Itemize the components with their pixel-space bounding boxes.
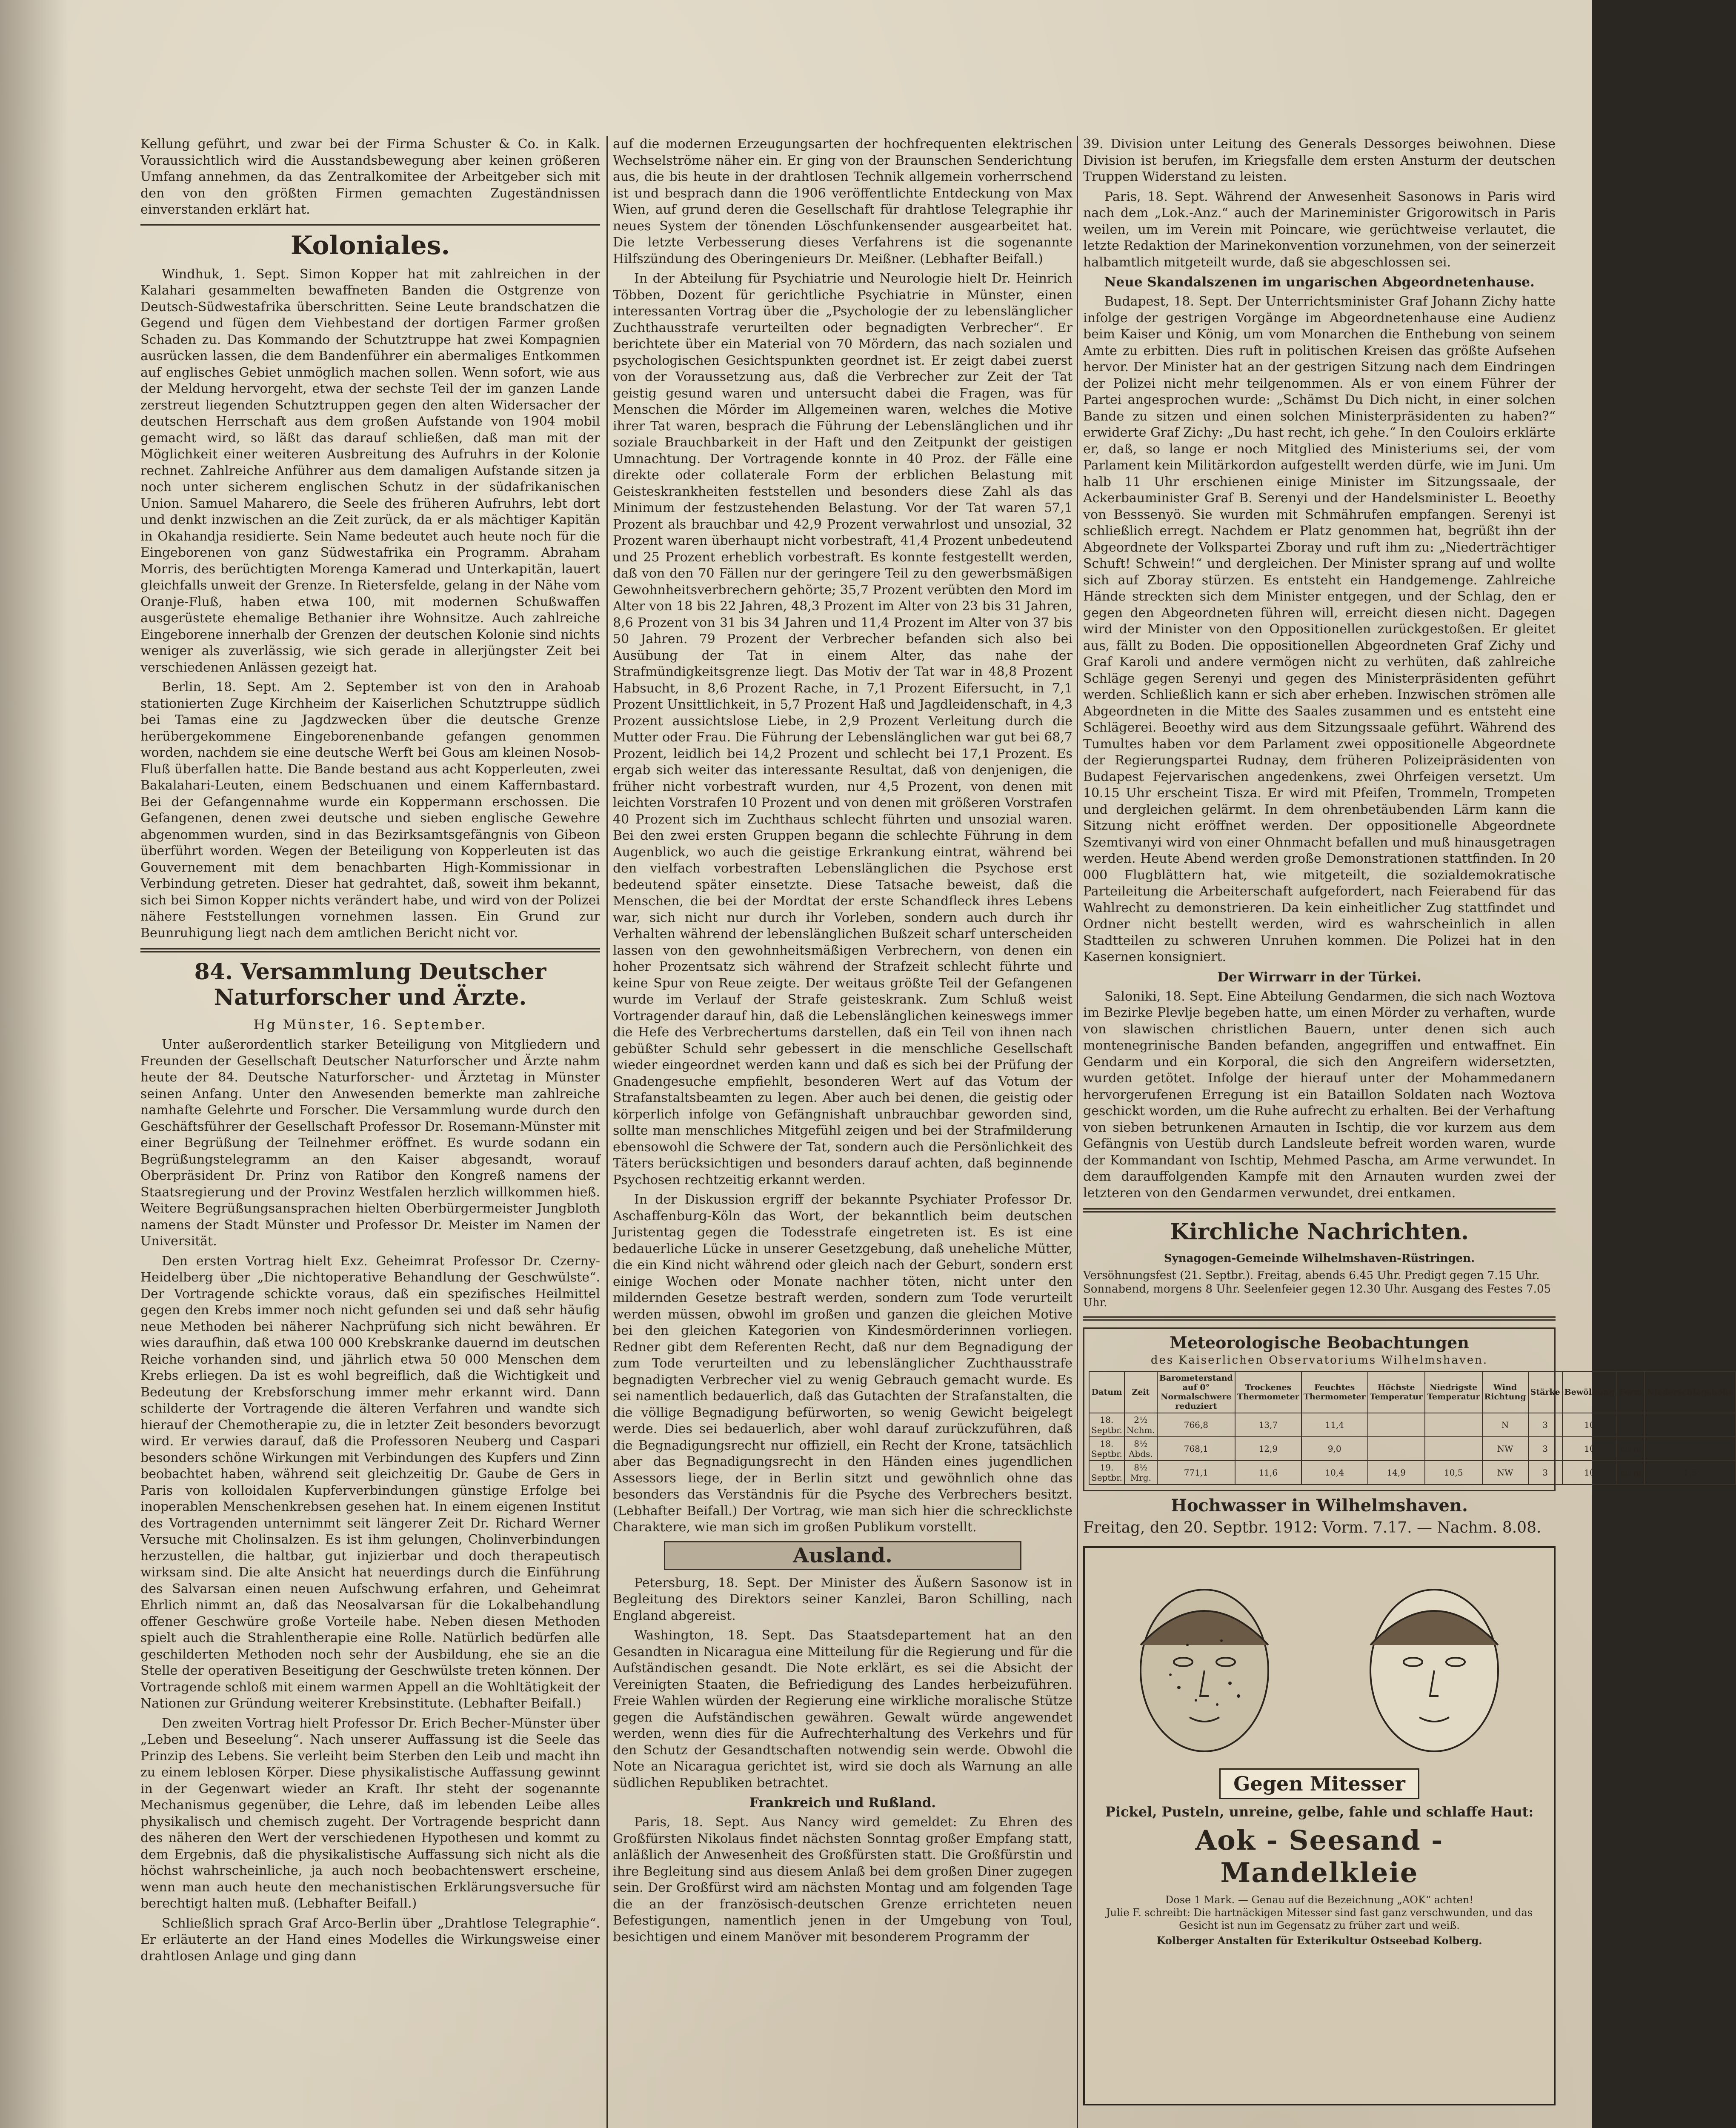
two-faces-illustration [1094, 1560, 1545, 1760]
ad-subline: Pickel, Pusteln, unreine, gelbe, fahle und schlaffe Haut: [1105, 1804, 1534, 1820]
weather-column-header: Feuchtes Thermometer [1301, 1371, 1368, 1413]
divider [140, 948, 600, 952]
weather-cell: 9,0 [1301, 1437, 1368, 1461]
weather-cell: N [1482, 1413, 1528, 1437]
weather-cell [1425, 1413, 1482, 1437]
ad-fineprint: Dose 1 Mark. — Genau auf die Bezeichnung „AOK“ achten! [1165, 1894, 1473, 1906]
notice-text: Versöhnungsfest (21. Septbr.). Freitag, abends 6.45 Uhr. Predigt gegen 7.15 Uhr. Sonnabend, morgens 8 Uhr. Seelenfeier gegen 12.30 Uhr. Ausgang des Festes 7.05 Uhr. [1083, 1269, 1551, 1309]
weather-cell [1425, 1437, 1482, 1461]
weather-column-header: Bewölkung [1562, 1371, 1617, 1413]
column-2 [613, 136, 1072, 1949]
weather-cell: NW [1482, 1437, 1528, 1461]
weather-cell: 10,5 [1425, 1461, 1482, 1484]
weather-column-header: Stärke [1528, 1371, 1562, 1413]
weather-table-header [1089, 1371, 1736, 1413]
weather-cell: 18. Septbr. [1089, 1437, 1124, 1461]
weather-cell: 1,5 [1644, 1461, 1736, 1484]
tide-text: Freitag, den 20. Septbr. 1912: Vorm. 7.17. — Nachm. 8.08. [1083, 1519, 1542, 1536]
advertisement [1083, 1546, 1556, 2105]
ad-brand: Aok - Seesand - Mandelkleie [1195, 1825, 1444, 1889]
weather-cell: 12,9 [1235, 1437, 1301, 1461]
weather-column-header: Zeit [1124, 1371, 1157, 1413]
weather-cell: 771,1 [1157, 1461, 1235, 1484]
weather-cell [1644, 1413, 1736, 1437]
article-paragraph: Budapest, 18. Sept. Der Unterrichtsminister Graf Johann Zichy hatte infolge der gestrigen Vorgänge im Abgeordnetenhause eine Audienz beim Kaiser und König, um vom Monarchen die Enthebung von seinem Amte zu erbitten. Dies ruft in politischen Kreisen das größte Aufsehen hervor. Der Minister hat an der gestrigen Sitzung nach dem Eindringen der Polizei nicht mehr teilgenommen. Als er von einem Führer der Partei angesprochen wurde: „Schämst Du Dich nicht, in einer solchen Bande zu sitzen und einen solchen Ministerpräsidenten zu haben?“ erwiderte Graf Zichy: „Du hast recht, ich gehe.“ In den Couloirs erklärte er, daß, so lange er noch Mitglied des Ministeriums sei, der vom Parlament kein Militärkordon aufgestellt werden dürfe, wie im Juni. Um halb 11 Uhr erschienen einige Minister im Sitzungssaale, der Ackerbauminister Graf B. Serenyi und der Handelsminister L. Beoethy von Besssenyö. Sie wurden mit Schmährufen empfangen. Serenyi ist schließlich erregt. Nachdem er Platz genommen hat, begrüßt ihn der Abgeordnete der Volkspartei Zboray und ruft ihm zu: „Niederträchtiger Schuft! Schwein!“ und dergleichen. Der Minister sprang auf und wollte sich auf Zboray stürzen. Es entsteht ein Handgemenge. Zahlreiche Hände streckten sich dem Minister entgegen, und der Schlag, den er gegen den Abgeordneten führen will, erreicht diesen nicht. Dagegen wird der Minister von den Oppositionellen zurückgestoßen. Er gleitet aus, fällt zu Boden. Die oppositionellen Abgeordneten Graf Zichy und Graf Karoli und andere vermögen nicht zu verhüten, daß zahlreiche Schläge gegen Serenyi und gegen des Ministerpräsidenten geführt werden. Schließlich kann er sich aber erheben. Inzwischen strömen alle Abgeordneten in die Mitte des Saales zusammen und es entsteht eine Schlägerei. Beoethy wird aus dem Sitzungssaale geführt. Während des Tumultes haben vor dem Parlament zwei oppositionelle Abgeordnete der Regierungspartei Rudnay, dem früheren Polizeipräsidenten von Budapest Fejervarischen angedenkens, zwei Ohrfeigen versetzt. Um 10.15 Uhr erscheint Tisza. Er wird mit Pfeifen, Trommeln, Trompeten und dergleichen gelärmt. In dem ohrenbetäubenden Lärm kann die Sitzung nicht eröffnet werden. Der oppositionelle Abgeordnete Szemtivanyi wird von einer Ohnmacht befallen und muß hinausgetragen werden. Heute Abend werden große Demonstrationen stattfinden. In 20 000 Flugblättern hat, wie mitgeteilt, die sozialdemokratische Parteileitung die Arbeiterschaft aufgefordert, nach Feierabend für das Wahlrecht zu demonstrieren. Da kein einheitlicher Zug stattfindet und Ordner nicht bestellt werden, wird es wahrscheinlich in allen Stadtteilen zu schweren Unruhen kommen. Die Polizei hat in den Kasernen konsigniert. [1083, 294, 1556, 964]
weather-column-header: Niederschlagshöhe [1644, 1371, 1736, 1413]
weather-cell [1368, 1437, 1425, 1461]
weather-cell: 8½ Mrg. [1124, 1461, 1157, 1484]
weather-column-header: Niedrigste Temperatur [1425, 1371, 1482, 1413]
column-3 [1083, 136, 1734, 2105]
tide-title: Hochwasser in Wilhelmshaven. [1171, 1496, 1468, 1516]
article-paragraph: Saloniki, 18. Sept. Eine Abteilung Gendarmen, die sich nach Woztova im Bezirke Plevlje begeben hatte, um einen Mörder zu verhaften, wurde von slawischen christlichen Bauern, unter denen sich auch montenegrinische Banden befanden, angegriffen und entwaffnet. Ein Gendarm und ein Korporal, die sich den Angreifern widersetzten, wurden getötet. Infolge der hierauf unter der Mohammedanern hervorgerufenen Erregung ist ein Bataillon Soldaten nach Woztova geschickt worden, um die Ruhe aufrecht zu erhalten. Bei der Verhaftung von sieben betrunkenen Arnauten in Ischtip, die vor kurzem aus dem Gefängnis von Uestüb durch Landsleute befreit worden waren, wurde der Kommandant von Ischtip, Mehmed Pascha, am Arme verwundet. In dem darauffolgenden Kampfe mit den Arnauten wurden zwei der letzteren von den Gendarmen verwundet, drei entkamen. [1083, 989, 1556, 1201]
weather-column-header: Wind Richtung [1482, 1371, 1528, 1413]
weather-box [1083, 1327, 1734, 1491]
subheading: Synagogen-Gemeinde Wilhelmshaven-Rüstringen. [1164, 1252, 1475, 1265]
ad-fineprint: Julie F. schreibt: Die hartnäckigen Mitesser sind fast ganz verschwunden, und das Gesicht ist nun im Gegensatz zu früher zart und weiß. [1106, 1907, 1533, 1931]
weather-cell: 10,4 [1301, 1461, 1368, 1484]
weather-cell: 11,4 [1301, 1413, 1368, 1437]
ad-headline: Gegen Mitesser [1219, 1768, 1419, 1799]
weather-cell [1617, 1413, 1644, 1437]
weather-title: Meteorologische Beobachtungen [1170, 1333, 1469, 1352]
weather-subtitle: des Kaiserlichen Observatoriums Wilhelmshaven. [1150, 1354, 1488, 1367]
column-1 [140, 136, 600, 1968]
article-continuation: Kellung geführt, und zwar bei der Firma Schuster & Co. in Kalk. Voraussichtlich wird die Ausstandsbewegung aber keinen größeren Umfang annehmen, da das Zentralkomitee der Arbeitgeber sich mit den von den größten Firmen gemachten Zugeständnissen einverstanden erklärt hat. [140, 137, 600, 217]
weather-cell: 3 [1528, 1413, 1562, 1437]
article-paragraph: In der Abteilung für Psychiatrie und Neurologie hielt Dr. Heinrich Többen, Dozent für gerichtliche Psychiatrie in Münster, einen interessanten Vortrag über die „Psychologie der zu lebenslänglicher Zuchthausstrafe verurteilten oder begnadigten Verbrecher“. Er berichtete über ein Material von 70 Mördern, das nach sozialen und psychologischen Gesichtspunkten geordnet ist. Er zeigt dabei zuerst von der Voraussetzung aus, daß die Verbrecher zur Zeit der Tat geistig gesund waren und untersucht dabei die Fragen, was für Menschen die Mörder im Allgemeinen waren, welches die Motive ihrer Tat waren, besprach die Führung der Lebenslänglichen und ihr soziale Brauchbarkeit in der Haft und den Zeitpunkt der geistigen Umnachtung. Der Vortragende konnte in 40 Proz. der Fälle eine direkte oder collaterale Form der erblichen Belastung mit Geisteskrankheiten feststellen und besonders diese Zahl als das Minimum der festzustehenden Belastung. Vor der Tat waren 57,1 Prozent als brauchbar und 42,9 Prozent verwahrlost und unsozial, 32 Prozent waren überhaupt nicht vorbestraft, 41,4 Prozent unbedeutend und 25 Prozent erheblich vorbestraft. Es konnte festgestellt werden, daß von den 70 Fällen nur der geringere Teil zu den gewerbsmäßigen Gewohnheitsverbrechern gehörte; 35,7 Prozent verübten den Mord im Alter von 18 bis 22 Jahren, 48,3 Prozent im Alter von 23 bis 31 Jahren, 8,6 Prozent von 31 bis 34 Jahren und 11,4 Prozent im Alter von 37 bis 50 Jahren. 79 Prozent der Verbrecher befanden sich also bei Ausübung der Tat in einem Alter, das nahe der Strafmündigkeitsgrenze liegt. Das Motiv der Tat war in 48,8 Prozent Habsucht, in 8,6 Prozent Rache, in 7,1 Prozent Eifersucht, in 7,1 Prozent Unsittlichkeit, in 5,7 Prozent Haß und Jagdleidenschaft, in 4,3 Prozent aussichtslose Liebe, in 2,9 Prozent Verleitung durch die Mutter oder Frau. Die Führung der Lebenslänglichen war gut bei 68,7 Prozent, leidlich bei 14,2 Prozent und schlecht bei 17,1 Prozent. Es ergab sich weiter das interessante Resultat, daß von denjenigen, die früher nicht vorbestraft wurden, nur 4,5 Prozent, von denen mit leichten Vorstrafen 10 Prozent und von denen mit größeren Vorstrafen 40 Prozent sich im Zuchthaus schlecht führten und unsozial waren. Bei den zwei ersten Gruppen begann die schlechte Führung in dem Augenblick, wo auch die geistige Erkrankung eintrat, während bei den vielfach vorbestraften Lebenslänglichen die Psychose erst bedeutend später einsetzte. Diese Tatsache beweist, daß die Menschen, die bei der Mordtat der erste Schandfleck ihres Lebens war, sich nicht nur durch ihr Vorleben, sondern auch durch ihr Verhalten während der lebenslänglichen Bußzeit scharf unterscheiden lassen von den gewohnheitsmäßigen Verbrechern, von denen ein hoher Prozentsatz sich während der Strafzeit schlecht führte und keine Spur von Reue zeigte. Der weitaus größte Teil der Gefangenen wurde im Verlauf der Strafe geisteskrank. Zum Schluß weist Vortragender darauf hin, daß die Lebenslänglichen keineswegs immer die Hefe des Verbrechertums darstellen, daß ein Teil von ihnen nach gebüßter Schuld sehr gebessert in die menschliche Gesellschaft wieder eingeordnet werden kann und daß es sich bei der Prüfung der Gnadengesuche empfiehlt, besonderen Wert auf das Votum der Strafanstaltsbeamten zu legen. Aber auch bei denen, die geistig oder körperlich infolge von Gefängnishaft unbrauchbar geworden sind, sollte man menschliches Mitgefühl zeigen und bei der Strafmilderung ebensowohl die Schwere der Tat, sondern auch die Persönlichkeit des Täters berücksichtigen und besonders darauf achten, daß beginnende Psychosen rechtzeitig erkannt werden. [613, 271, 1072, 1187]
weather-cell: 10 [1562, 1437, 1617, 1461]
weather-cell: cu-ni [1617, 1461, 1644, 1484]
article-paragraph: Paris, 18. Sept. Aus Nancy wird gemeldet: Zu Ehren des Großfürsten Nikolaus findet nächsten Sonntag großer Empfang statt, anläßlich der Anwesenheit des Großfürsten statt. Die Großfürstin und ihre Begleitung sind aus diesem Anlaß bei dem großen Diner zugegen sein. Der Großfürst wird am nächsten Montag und am folgenden Tage die an der französisch-deutschen Grenze errichteten neuen Befestigungen, namentlich jenen in der Umgebung von Toul, besichtigen und einem Manöver mit besonderem Programm der [613, 1815, 1072, 1945]
article-paragraph: Washington, 18. Sept. Das Staatsdepartement hat an den Gesandten in Nicaragua eine Mitteilung für die Regierung und für die Aufständischen gesandt. Die Note erklärt, es sei die Absicht der Vereinigten Staaten, die Befriedigung des Landes herbeizuführen. Freie Wahlen würden der Regierung eine wirkliche moralische Stütze gegen die Aufständischen gewähren. Gewalt würde angewendet werden, wenn dies für die Aufrechterhaltung des Verkehrs und für den Schutz der Gesandtschaften notwendig sein werde. Obwohl die Note an Nicaragua gerichtet ist, wird sie doch als Warnung an alle südlichen Republiken betrachtet. [613, 1628, 1072, 1790]
ad-illustration [1093, 1560, 1546, 1760]
weather-table [1089, 1371, 1736, 1485]
divider [1083, 1316, 1556, 1321]
section-heading-ausland: Ausland. [664, 1541, 1021, 1570]
column-rule-1 [606, 136, 608, 2128]
weather-cell: 766,8 [1157, 1413, 1235, 1437]
weather-column-header: Form [1617, 1371, 1644, 1413]
weather-column-header: Datum [1089, 1371, 1124, 1413]
weather-cell [1368, 1413, 1425, 1437]
weather-cell: 10 [1562, 1461, 1617, 1484]
weather-cell: 2½ Nchm. [1124, 1413, 1157, 1437]
article-continuation: 39. Division unter Leitung des Generals Dessorges beiwohnen. Diese Division ist berufen, im Kriegsfalle dem ersten Ansturm der deutschen Truppen Widerstand zu leisten. [1083, 137, 1556, 184]
weather-row [1089, 1437, 1736, 1461]
article-paragraph: Paris, 18. Sept. Während der Anwesenheit Sasonows in Paris wird nach dem „Lok.-Anz.“ auch der Marineminister Grigorowitsch in Paris weilen, um im Verein mit Poincare, wie gerüchtweise verlautet, die letzte Redaktion der Marinekonvention vorzunehmen, von der seinerzeit halbamtlich mitgeteilt wurde, daß sie abgeschlossen sei. [1083, 189, 1556, 270]
article-paragraph: Windhuk, 1. Sept. Simon Kopper hat mit zahlreichen in der Kalahari gesammelten bewaffneten Banden die Ostgrenze von Deutsch-Südwestafrika überschritten. Seine Leute brandschatzen die Gegend und fügen dem Viehbestand der dortigen Farmer großen Schaden zu. Das Kommando der Schutztruppe hat zwei Kompagnien ausrücken lassen, die dem Bandenführer ein abermaliges Entkommen auf englisches Gebiet unmöglich machen sollen. Wenn sofort, wie aus der Meldung hervorgeht, etwa der sechste Teil der im ganzen Lande zerstreut liegenden Schutztruppen gegen den alten Widersacher der deutschen Herrschaft aus dem großen Aufstande von 1904 mobil gemacht wird, so läßt das darauf schließen, daß man mit der Möglichkeit einer weiteren Ausbreitung des Aufruhrs in der Kolonie rechnet. Zahlreiche Anführer aus dem damaligen Aufstande sitzen ja noch unter sicherem englischen Schutz in der südafrikanischen Union. Samuel Maharero, die Seele des früheren Aufruhrs, lebt dort und denkt inzwischen an die Zeit zurück, da er als mächtiger Kapitän in Okahandja residierte. Sein Name bedeutet auch heute noch für die Eingeborenen von ganz Südwestafrika ein Programm. Abraham Morris, des berüchtigten Morenga Kamerad und Unterkapitän, lauert gleichfalls unweit der Grenze. In Rietersfelde, gelang in der Nähe vom Oranje-Fluß, haben etwa 100, mit modernen Schußwaffen ausgerüstete ehemalige Bethanier ihre Wohnsitze. Auch zahlreiche Eingeborene innerhalb der Grenzen der deutschen Kolonie sind nichts weniger als zuverlässig, wie sich gerade in allerjüngster Zeit bei verschiedenen Anlässen gezeigt hat. [140, 266, 600, 675]
subheading: Der Wirrwarr in der Türkei. [1217, 969, 1421, 985]
weather-cell: 3 [1528, 1437, 1562, 1461]
weather-column-header: Trockenes Thermometer [1235, 1371, 1301, 1413]
weather-row [1089, 1413, 1736, 1437]
subheading: Frankreich und Rußland. [749, 1795, 936, 1811]
article-paragraph: Berlin, 18. Sept. Am 2. September ist von den in Arahoab stationierten Zuge Kirchheim der Kaiserlichen Schutztruppe südlich bei Tamas eine zu Jagdzwecken über die deutsche Grenze herübergekommene Eingeborenenbande gefangen genommen worden, nachdem sie eine deutsche Werft bei Gous am kleinen Nosob-Fluß überfallen hatte. Die Bande bestand aus acht Kopperleuten, zwei Bakalahari-Leuten, einem Bedschuanen und einem Kaffernbastard. Bei der Gefangennahme wurde ein Koppermann erschossen. Die Gefangenen, denen zwei deutsche und sieben englische Gewehre abgenommen wurden, sind in das Bezirksamtsgefängnis von Gibeon überführt worden. Wegen der Beteiligung von Kopperleuten ist das Gouvernement mit dem benachbarten High-Kommissionar in Verbindung getreten. Dieser hat gedrahtet, daß, soweit ihm bekannt, sich bei Simon Kopper nichts verändert habe, und wird von der Polizei nähere Feststellungen vornehmen lassen. Ein Grund zur Beunruhigung liegt nach dem amtlichen Bericht nicht vor. [140, 680, 600, 941]
article-paragraph: In der Diskussion ergriff der bekannte Psychiater Professor Dr. Aschaffenburg-Köln das Wort, der bekanntlich beim deutschen Juristentag gegen die Todesstrafe eingetreten ist. Es ist eine bedauerliche Lücke in unserer Gesetzgebung, daß uneheliche Mütter, die ein Kind nicht während oder gleich nach der Geburt, sondern erst einige Wochen oder Monate nachher töten, nicht unter den mildernden Gesetze bestraft werden, sondern zum Tode verurteilt werden müssen, obwohl im großen und ganzen die gleichen Motive bei den gleichen Kategorien von Kindesmörderinnen vorliegen. Redner gibt dem Referenten Recht, daß nur dem Begnadigung der zum Tode verurteilten und zu lebenslänglicher Zuchthausstrafe begnadigten Verbrecher viel zu wenig Gebrauch gemacht wurde. Es sei namentlich bedauerlich, daß das Gutachten der Strafanstalten, die die völlige Begnadigung befürworten, so wenig Gewicht beigelegt werde. Dies sei bedauerlich, aber wohl darauf zurückzuführen, daß die Begnadigungsrecht nur offiziell, ein Recht der Krone, tatsächlich aber das Begnadigungsrecht in den Händen eines jugendlichen Assessors liege, der in Berlin sitzt und gewöhnlich ohne das besonders das Verständnis für die Psyche des Verbrechers besitzt. (Lebhafter Beifall.) Der Vortrag, wie man sich hier die schrecklichste Charaktere, wie man sich im großen Publikum vorstellt. [613, 1192, 1072, 1535]
section-heading-naturforscher: 84. Versammlung Deutscher Naturforscher und Ärzte. [194, 959, 546, 1010]
weather-cell: 13,7 [1235, 1413, 1301, 1437]
divider [1083, 1208, 1556, 1213]
weather-table-body [1089, 1413, 1736, 1484]
section-heading-kirchliche: Kirchliche Nachrichten. [1170, 1219, 1469, 1245]
article-paragraph: Den zweiten Vortrag hielt Professor Dr. Erich Becher-Münster über „Leben und Beseelung“. Nach unserer Auffassung ist die Seele das Prinzip des Lebens. Sie verleiht beim Sterben den Leib und macht ihn zu einem leblosen Körper. Diese physikalistische Auffassung gewinnt in der Gegenwart wieder an Kraft. Ihr steht der sogenannte Mechanismus gegenüber, die Lehre, daß im lebenden Leibe alles physikalisch und chemisch zugeht. Der Vortragende bespricht dann des näheren den Wert der verschiedenen Hypothesen und kommt zu dem Ergebnis, daß die physikalistische Auffassung sich nicht als die höchst wahrscheinliche, ja auch noch beobachtenswert erscheine, wenn man auch heute den mechanistischen Erklärungsversuche für berechtigt halten muß. (Lebhafter Beifall.) [140, 1716, 600, 1911]
weather-cell: 18. Septbr. [1089, 1413, 1124, 1437]
weather-cell: NW [1482, 1461, 1528, 1484]
article-paragraph: Petersburg, 18. Sept. Der Minister des Äußern Sasonow ist in Begleitung des Direktors seiner Kanzlei, Baron Schilling, nach England abgereist. [613, 1575, 1072, 1623]
section-heading-koloniales: Koloniales. [290, 230, 450, 260]
weather-cell: 10 [1562, 1413, 1617, 1437]
subheading: Neue Skandalszenen im ungarischen Abgeordnetenhause. [1104, 275, 1535, 290]
weather-cell: 8½ Abds. [1124, 1437, 1157, 1461]
divider [140, 224, 600, 226]
weather-row [1089, 1461, 1736, 1484]
weather-cell: 14,9 [1368, 1461, 1425, 1484]
weather-cell [1644, 1437, 1736, 1461]
weather-cell: 768,1 [1157, 1437, 1235, 1461]
ad-fineprint: Kolberger Anstalten für Exterikultur Ostseebad Kolberg. [1156, 1934, 1482, 1947]
weather-cell: 3 [1528, 1461, 1562, 1484]
column-rule-2 [1077, 136, 1078, 2128]
weather-cell: 19. Septbr. [1089, 1461, 1124, 1484]
fold-shadow [0, 0, 68, 2128]
article-paragraph: Unter außerordentlich starker Beteiligung von Mitgliedern und Freunden der Gesellschaft Deutscher Naturforscher und Ärzte nahm heute der 84. Deutsche Naturforscher- und Ärztetag in Münster seinen Anfang. Unter den Anwesenden bemerkte man zahlreiche namhafte Gelehrte und Forscher. Die Versammlung wurde durch den Geschäftsführer der Gesellschaft Professor Dr. Rosemann-Münster mit einer Begrüßung der Teilnehmer eröffnet. Es wurde sodann ein Begrüßungstelegramm an den Kaiser abgesandt, worauf Oberpräsident Dr. Prinz von Ratibor den Kongreß namens der Staatsregierung und der Provinz Westfalen herzlich willkommen hieß. Weitere Begrüßungsansprachen hielten Oberbürgermeister Jungbloth namens der Stadt Münster und Professor Dr. Meister im Namen der Universität. [140, 1037, 600, 1249]
weather-cell: 11,6 [1235, 1461, 1301, 1484]
article-continuation: auf die modernen Erzeugungsarten der hochfrequenten elektrischen Wechselströme näher ein. Er ging von der Braunschen Senderichtung aus, die bis heute in der drahtlosen Technik allgemein vorherrschend ist und besprach dann die 1906 veröffentlichte Entdeckung von Max Wien, auf grund deren die Gesellschaft für drahtlose Telegraphie ihr neues System der tönenden Löschfunkensender ausgearbeitet hat. Die letzte Verbesserung dieses Verfahrens ist die sogenannte Hilfszündung des Oberingenieurs Dr. Meißner. (Lebhafter Beifall.) [613, 137, 1072, 266]
dateline: Hg Münster, 16. September. [253, 1017, 487, 1033]
article-paragraph: Schließlich sprach Graf Arco-Berlin über „Drahtlose Telegraphie“. Er erläuterte an der Hand eines Modelles die Wirkungsweise einer drahtlosen Anlage und ging dann [140, 1916, 600, 1964]
weather-cell: cu-ni [1617, 1437, 1644, 1461]
weather-column-header: Barometerstand auf 0° Normalschwere reduziert [1157, 1371, 1235, 1413]
weather-column-header: Höchste Temperatur [1368, 1371, 1425, 1413]
article-paragraph: Den ersten Vortrag hielt Exz. Geheimrat Professor Dr. Czerny-Heidelberg über „Die nichtoperative Behandlung der Geschwülste“. Der Vortragende schickte voraus, daß ein spezifisches Heilmittel gegen den Krebs immer noch nicht gefunden sei und daß sehr häufig neue Methoden bei näherer Nachprüfung sich nicht bewähren. Er wies daraufhin, daß etwa 100 000 Krebskranke dauernd im deutschen Reiche vorhanden sind, und jährlich etwa 50 000 Menschen dem Krebs erliegen. Da ist es wohl begreiflich, daß die Wichtigkeit und Bedeutung der Krebsforschung immer mehr erkannt wird. Dann schilderte der Vortragende die älteren Verfahren und wandte sich hierauf der Chemotherapie zu, die in letzter Zeit besonders bevorzugt wird. Er verwies darauf, daß die Professoren Neuberg und Caspari besonders schöne Wirkungen mit Verbindungen des Kupfers und Zinn beobachtet haben, während seit gleichzeitig Dr. Gaube de Gers in Paris von kolloidalen Kupferverbindungen günstige Erfolge bei inoperablen Menschenkrebsen gesehen hat. In einem eigenen Institut des Vortragenden unternimmt seit längerer Zeit Dr. Richard Werner Versuche mit Cholinsalzen. Es ist ihm gelungen, Cholinverbindungen herzustellen, die haltbar, gut injizierbar und doch therapeutisch wirksam sind. Die alte Ansicht hat neuerdings durch die Einführung des Salvarsan einen neuen Aufschwung erfahren, und Geheimrat Ehrlich nimmt an, daß das Neosalvarsan für die Lokalbehandlung offener Geschwüre große Vorteile habe. Neben diesen Methoden spielt auch die Strahlentherapie eine Rolle. Natürlich bedürfen alle geschilderten Methoden noch sehr der Ausbildung, ehe sie an die Stelle der operativen Beseitigung der Geschwülste treten können. Der Vortragende schloß mit einem warmen Appell an die Wohltätigkeit der Nationen zur Gründung weiterer Krebsinstitute. (Lebhafter Beifall.) [140, 1253, 600, 1711]
